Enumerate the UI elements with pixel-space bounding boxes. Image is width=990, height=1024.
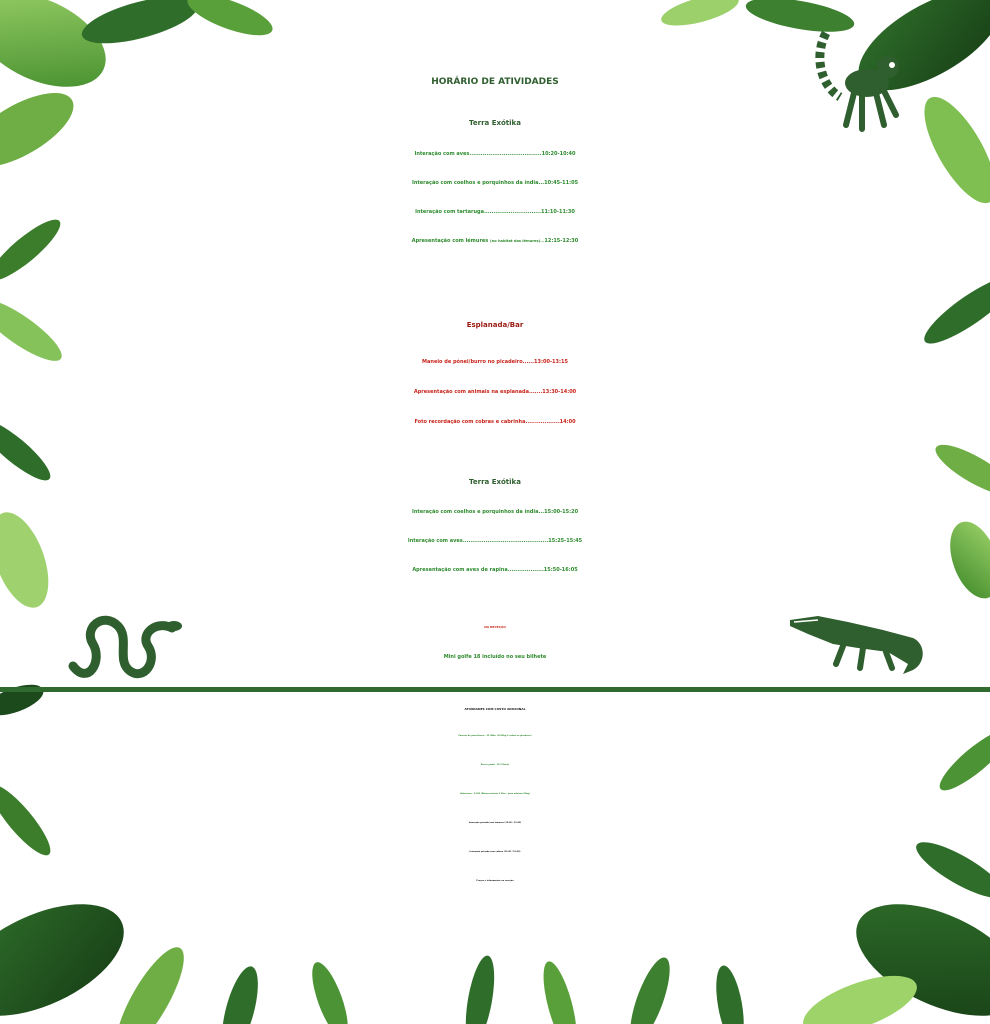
- section3-heading: Terra Exótika: [469, 478, 521, 486]
- extra-item: Arborismo - 4,95€ (Altura mínima 1,25m - peso máximo 90kg): [460, 793, 530, 795]
- schedule-row: Interação com tartaruga..............................11:10-11:30: [415, 209, 575, 215]
- reception-text: Mini golfe 18 incluído no seu bilhete: [443, 654, 547, 660]
- page-title: HORÁRIO DE ATIVIDADES: [431, 77, 559, 87]
- section1-heading: Terra Exótika: [469, 119, 521, 127]
- schedule-row: Apresentação com lémures (no habitat dos lémures)...12:15-12:30: [411, 238, 579, 244]
- extra-heading: ATIVIDADES COM CUSTO ADICIONAL: [464, 707, 526, 711]
- schedule-row: Interação com coelhos e porquinhos da índia...10:45-11:05: [411, 180, 579, 186]
- schedule-row: Apresentação com animais na esplanada.......13:30-14:00: [413, 389, 577, 395]
- extra-item: Passeio de pónei/burro - 3€ (Máx. 30/35kg-2 voltas no picadeiro): [458, 735, 532, 737]
- extra-item: Preços e informações na receção: [476, 880, 514, 882]
- reception-heading: NA RECEÇÃO: [484, 625, 506, 629]
- schedule-row: Interação com aves.............................................15:25-15:45: [407, 538, 583, 544]
- section2-heading: Esplanada/Bar: [466, 321, 524, 329]
- extra-item: Interação privada com cobras (11:45 / 15:00): [469, 851, 521, 853]
- schedule-row: Apresentação com aves de rapina...................15:50-16:05: [412, 567, 578, 573]
- extra-item: Kart a pedal - 3€ (10min): [480, 764, 510, 766]
- schedule-row: Interação com aves......................................10:20-10:40: [414, 151, 576, 157]
- schedule-row: Interação com coelhos e porquinhos da índia...15:00-15:20: [411, 509, 579, 515]
- schedule-row: Foto recordação com cobras e cabrinha..................14:00: [414, 419, 576, 425]
- schedule-row: Maneio de pónei/burro no picadeiro......13:00-13:15: [422, 359, 568, 365]
- extra-item: Interação privada com lémures (12:00 / 15:20): [468, 822, 522, 824]
